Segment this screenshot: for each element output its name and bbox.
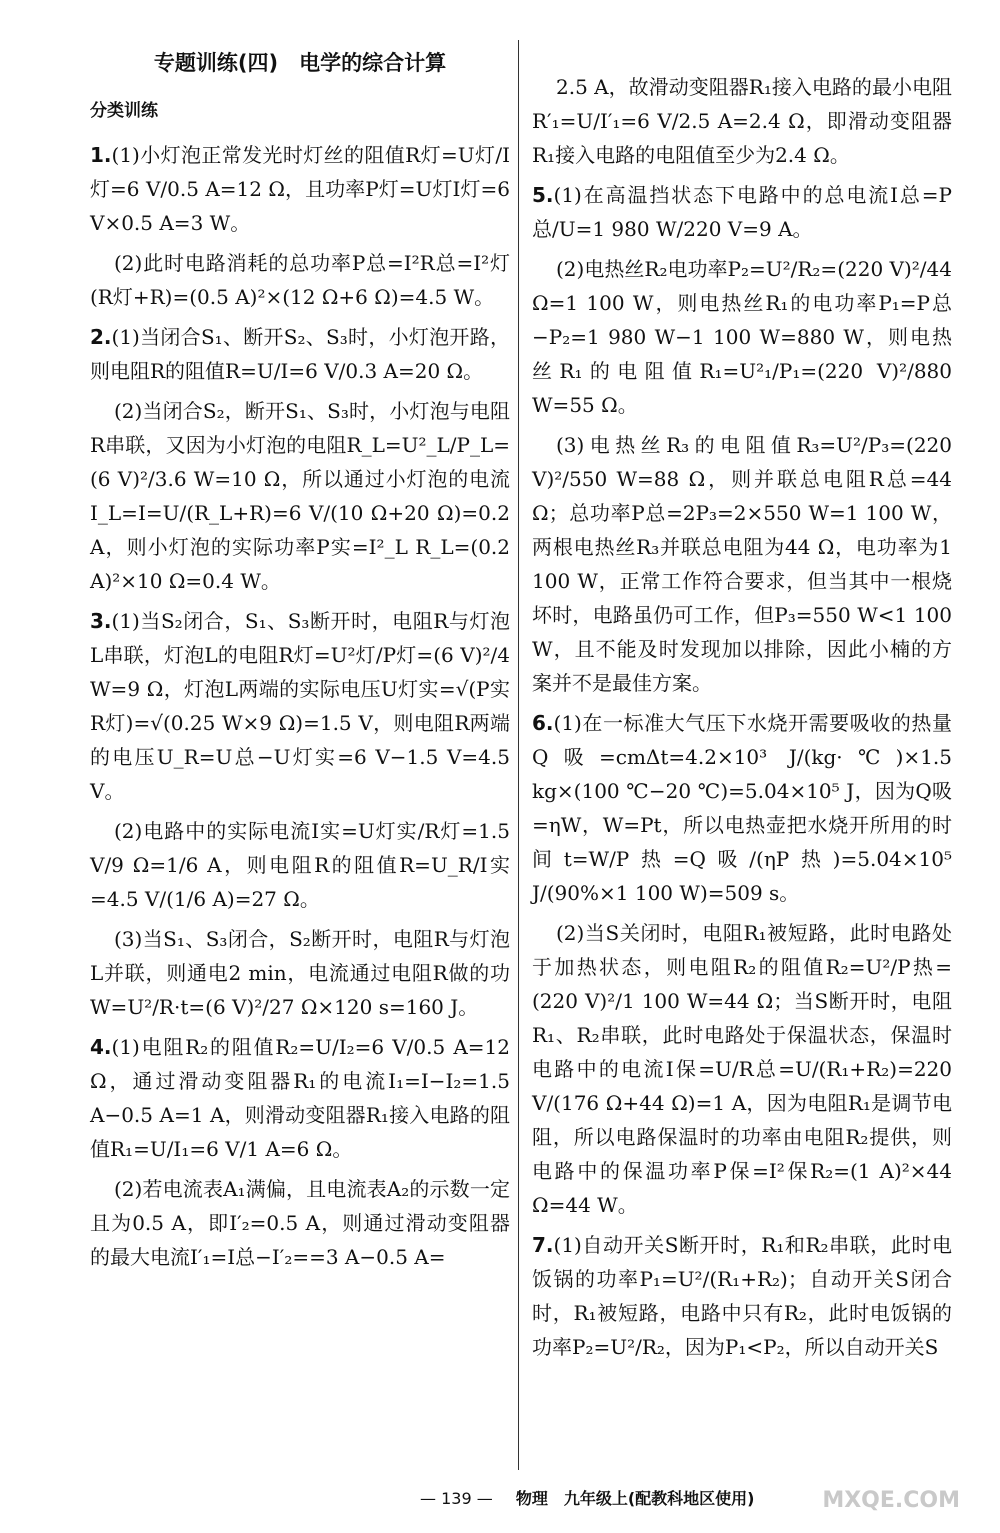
- question-number: 6.: [532, 711, 554, 735]
- paragraph-text: 2.5 A，故滑动变阻器R₁接入电路的最小电阻R′₁=U/I′₁=6 V/2.5 A=2.4 Ω，即滑动变阻器R₁接入电路的电阻值至少为2.4 Ω。: [532, 75, 952, 167]
- left-paragraph: [90, 138, 510, 240]
- paragraph-text: (2)当S关闭时，电阻R₁被短路，此时电路处于加热状态，则电阻R₂的阻值R₂=U²/P热=(220 V)²/1 100 W=44 Ω；当S断开时，电阻R₁、R₂串联，此时电路处于保温状态，保温时电路中的电流I保=U/R总=U/(R₁+R₂)=220 V/(176 Ω+44 Ω)=1 A，因为电阻R₁是调节电阻，所以电路保温时的功率由电阻R₂提供，则电路中的保温功率P保=I²保R₂=(1 A)²×44 Ω=44 W。: [532, 921, 952, 1217]
- section-heading: 分类训练: [90, 101, 158, 121]
- right-paragraph: [532, 1228, 952, 1364]
- right-paragraph: [532, 428, 952, 700]
- question-number: 3.: [90, 609, 112, 633]
- paragraph-text: (2)电路中的实际电流I实=U灯实/R灯=1.5 V/9 Ω=1/6 A，则电阻R的阻值R=U_R/I实=4.5 V/(1/6 A)=27 Ω。: [90, 819, 510, 911]
- left-paragraph: [90, 320, 510, 388]
- left-column: [90, 38, 510, 1280]
- question-number: 7.: [532, 1233, 554, 1257]
- right-paragraph: [532, 252, 952, 422]
- paragraph-text: (1)当闭合S₁、断开S₂、S₃时，小灯泡开路，则电阻R的阻值R=U/I=6 V/0.3 A=20 Ω。: [90, 325, 510, 383]
- paragraph-text: (3)当S₁、S₃闭合，S₂断开时，电阻R与灯泡L并联，则通电2 min，电流通过电阻R做的功W=U²/R·t=(6 V)²/27 Ω×120 s=160 J。: [90, 927, 510, 1019]
- left-paragraph: [90, 1172, 510, 1274]
- right-column: [532, 70, 952, 1370]
- paragraph-text: (1)电阻R₂的阻值R₂=U/I₂=6 V/0.5 A=12 Ω，通过滑动变阻器R₁的电流I₁=I−I₂=1.5 A−0.5 A=1 A，则滑动变阻器R₁接入电路的阻值R₁=U/I₁=6 V/1 A=6 Ω。: [90, 1035, 510, 1161]
- question-number: 1.: [90, 143, 112, 167]
- book-info: 物理 九年级上(配教科地区使用): [515, 1489, 755, 1508]
- right-paragraph: [532, 706, 952, 910]
- left-paragraphs: [90, 138, 510, 1274]
- right-paragraphs: [532, 70, 952, 1364]
- left-paragraph: [90, 922, 510, 1024]
- question-number: 2.: [90, 325, 112, 349]
- question-number: 5.: [532, 183, 554, 207]
- paragraph-text: (1)在高温挡状态下电路中的总电流I总=P总/U=1 980 W/220 V=9 A。: [532, 183, 952, 241]
- right-paragraph: [532, 178, 952, 246]
- left-paragraph: [90, 246, 510, 314]
- paragraph-text: (1)在一标准大气压下水烧开需要吸收的热量Q吸=cmΔt=4.2×10³ J/(kg·℃)×1.5 kg×(100 ℃−20 ℃)=5.04×10⁵ J，因为Q吸=ηW，W=Pt，所以电热壶把水烧开所用的时间t=W/P热=Q吸/(ηP热)=5.04×10⁵ J/(90%×1 100 W)=509 s。: [532, 711, 952, 905]
- paragraph-text: (1)当S₂闭合，S₁、S₃断开时，电阻R与灯泡L串联，灯泡L的电阻R灯=U²灯/P灯=(6 V)²/4 W=9 Ω，灯泡L两端的实际电压U灯实=√(P实R灯)=√(0.25 W×9 Ω)=1.5 V，则电阻R两端的电压U_R=U总−U灯实=6 V−1.5 V=4.5 V。: [90, 609, 510, 803]
- left-paragraph: [90, 1030, 510, 1166]
- left-paragraph: [90, 814, 510, 916]
- column-divider: [518, 40, 519, 1470]
- page-number: — 139 —: [420, 1489, 493, 1508]
- right-paragraph: [532, 70, 952, 172]
- paragraph-text: (2)若电流表A₁满偏，且电流表A₂的示数一定且为0.5 A，即I′₂=0.5 A，则通过滑动变阻器的最大电流I′₁=I总−I′₂==3 A−0.5 A=: [90, 1177, 510, 1269]
- paragraph-text: (2)当闭合S₂，断开S₁、S₃时，小灯泡与电阻R串联，又因为小灯泡的电阻R_L=U²_L/P_L=(6 V)²/3.6 W=10 Ω，所以通过小灯泡的电流I_L=I=U/(R_L+R)=6 V/(10 Ω+20 Ω)=0.2 A，则小灯泡的实际功率P实=I²_L R_L=(0.2 A)²×10 Ω=0.4 W。: [90, 399, 510, 593]
- paragraph-text: (2)电热丝R₂电功率P₂=U²/R₂=(220 V)²/44 Ω=1 100 W，则电热丝R₁的电功率P₁=P总−P₂=1 980 W−1 100 W=880 W，则电热丝R₁的电阻值R₁=U²₁/P₁=(220 V)²/880 W=55 Ω。: [532, 257, 952, 417]
- watermark: MXQE.COM: [822, 1488, 960, 1513]
- left-paragraph: [90, 604, 510, 808]
- left-paragraph: [90, 394, 510, 598]
- paragraph-text: (3)电热丝R₃的电阻值R₃=U²/P₃=(220 V)²/550 W=88 Ω，则并联总电阻R总=44 Ω；总功率P总=2P₃=2×550 W=1 100 W，两根电热丝R₃并联总电阻为44 Ω，电功率为1 100 W，正常工作符合要求，但当其中一根烧坏时，电路虽仍可工作，但P₃=550 W<1 100 W，且不能及时发现加以排除，因此小楠的方案并不是最佳方案。: [532, 433, 952, 695]
- question-number: 4.: [90, 1035, 112, 1059]
- paragraph-text: (1)自动开关S断开时，R₁和R₂串联，此时电饭锅的功率P₁=U²/(R₁+R₂)；自动开关S闭合时，R₁被短路，电路中只有R₂，此时电饭锅的功率P₂=U²/R₂，因为P₁<P₂，所以自动开关S: [532, 1233, 952, 1359]
- right-paragraph: [532, 916, 952, 1222]
- page-title: 专题训练(四) 电学的综合计算: [153, 51, 447, 75]
- paragraph-text: (1)小灯泡正常发光时灯丝的阻值R灯=U灯/I灯=6 V/0.5 A=12 Ω，且功率P灯=U灯I灯=6 V×0.5 A=3 W。: [90, 143, 510, 235]
- paragraph-text: (2)此时电路消耗的总功率P总=I²R总=I²灯(R灯+R)=(0.5 A)²×(12 Ω+6 Ω)=4.5 W。: [90, 251, 510, 309]
